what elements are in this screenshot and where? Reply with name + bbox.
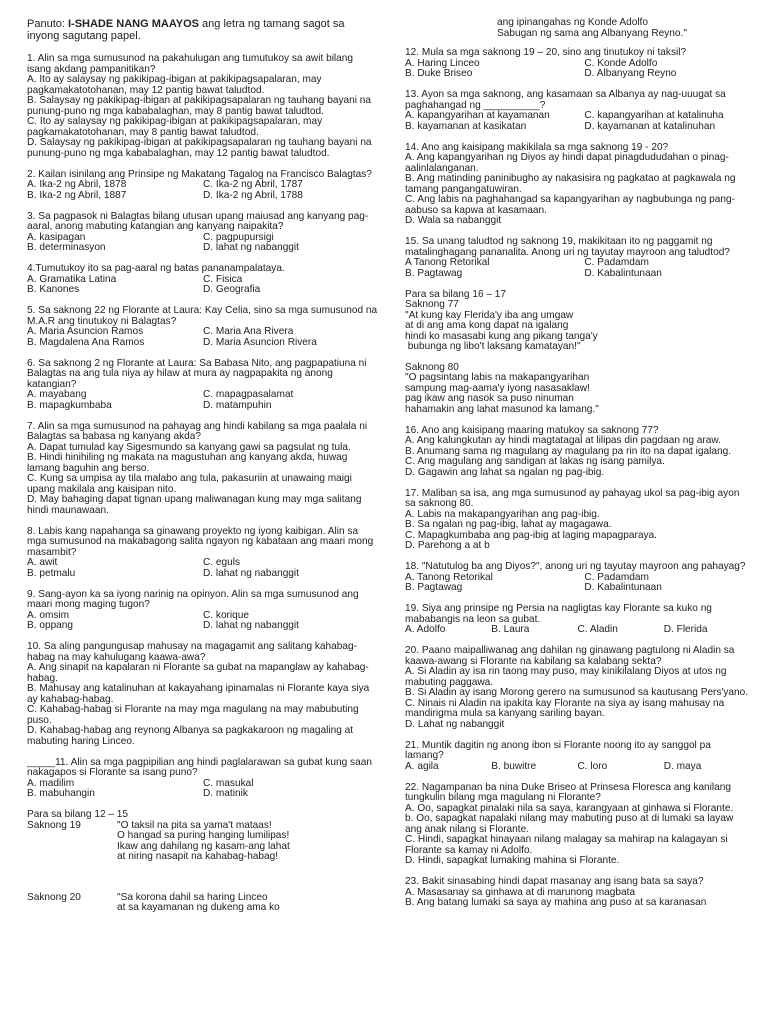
question-stem: 22. Nagampanan ba nina Duke Briseo at Prinsesa Floresca ang kanilang tungkulin bilang mga magulang ni Florante? — [405, 781, 732, 803]
passage-title: Para sa bilang 12 – 15 — [27, 809, 129, 821]
answer-options — [27, 558, 379, 579]
answer-option: D. kayamanan at katalinuhan — [584, 120, 716, 132]
answer-option: C. Fisica — [203, 273, 243, 285]
question-item — [405, 237, 750, 279]
question-item — [27, 758, 379, 800]
answer-option: A. Oo, sapagkat pinalaki nila sa saya, karangyaan at ginhawa si Florante. — [405, 802, 734, 814]
stanza-line: ang ipinangahas ng Konde Adolfo — [497, 17, 648, 28]
stanza-line: Sabugan ng sama ang Albanyang Reyno." — [497, 27, 687, 39]
answer-option: A. Dapat tumulad kay Sigesmundo sa kanyang gawi sa pagsulat ng tula. — [27, 441, 351, 453]
answer-option: D. lahat ng nabanggit — [203, 242, 299, 254]
right-question-list-a — [405, 48, 750, 279]
question-item — [405, 562, 750, 594]
question-stem: 19. Siya ang prinsipe ng Persia na nagligtas kay Florante sa kuko ng mababangis na leon sa gubat. — [405, 603, 712, 625]
answer-option: A. Tanong Retorikal — [405, 571, 493, 583]
answer-option: B. oppang — [27, 620, 74, 632]
question-item — [27, 642, 379, 747]
question-stem: 9. Sang-ayon ka sa iyong narinig na opinyon. Alin sa mga sumusunod ang maari mong maging tugon? — [27, 588, 359, 611]
left-question-list — [27, 54, 379, 800]
answer-option: B. Kanones — [27, 284, 80, 296]
saknong-19-lines — [117, 821, 379, 863]
answer-option: A. kasipagan — [27, 231, 86, 243]
answer-option: D. Flerida — [663, 624, 708, 635]
stanza-line: at niring nasapit na kahabag-habag! — [117, 851, 279, 863]
saknong-19 — [27, 821, 379, 863]
answer-option: A. kapangyarihan at kayamanan — [405, 110, 550, 121]
passage-title: Para sa bilang 16 – 17 — [405, 288, 507, 300]
answer-option: C. loro — [577, 760, 608, 772]
answer-option: A. Adolfo — [405, 624, 446, 635]
answer-option: A. Ito ay salaysay ng pakikipag-ibigan at pakikipagsapalaran, may pagkamakatotohanan, may 12 pantig bawat taludtod. — [27, 74, 322, 96]
question-item — [405, 48, 750, 80]
answer-option: C. korique — [203, 609, 250, 621]
question-item — [27, 170, 379, 202]
answer-option: A. Haring Linceo — [405, 57, 480, 69]
answer-option: D. Gagawin ang lahat sa ngalan ng pag-ibig. — [405, 466, 605, 478]
answer-option: D. Kahabag-habag ang reynong Albanya sa pagkakaroon ng magaling at mabuting haring Linceo. — [27, 725, 354, 747]
question-item — [27, 54, 379, 159]
right-column — [405, 18, 750, 919]
instructions-emphasis: I-SHADE NANG MAAYOS — [67, 18, 199, 30]
answer-option: B. determinasyon — [27, 242, 106, 254]
stanza-line: at sa kayamanan ng dukeng ama ko — [117, 902, 280, 914]
saknong-label: Saknong 80 — [405, 361, 459, 373]
question-stem: 21. Muntik dagitin ng anong ibon si Florante noong ito ay sanggol pa lamang? — [405, 739, 711, 761]
answer-options — [405, 153, 750, 227]
left-column — [27, 18, 379, 924]
question-stem: 3. Sa pagpasok ni Balagtas bilang utusan upang maiusad ang kanyang pag-aaral, anong mabuting katangian ang kanyang naipakita? — [27, 210, 369, 233]
answer-option: A. agila — [405, 760, 439, 772]
stanza-line: pag ikaw ang nasok sa puso ninuman — [405, 393, 574, 404]
question-item — [405, 604, 750, 636]
answer-option: B. Pagtawag — [405, 267, 463, 279]
answer-option: A. awit — [27, 557, 58, 569]
answer-options — [27, 390, 379, 411]
answer-options — [405, 667, 750, 730]
saknong-20 — [27, 893, 379, 914]
answer-option: D. Parehong a at b — [405, 540, 490, 551]
answer-option: C. masukal — [203, 777, 254, 789]
question-stem: 15. Sa unang taludtod ng saknong 19, makikitaan ito ng paggamit ng matalinghagang pananalita. Anong uri ng tayutay mayroon ang taludtod? — [405, 236, 730, 258]
answer-option: C. Ang labis na paghahangad sa kapangyarihan ay nagbubunga ng pang-aabuso sa kapwa at kasamaan. — [405, 194, 735, 216]
answer-option: D. lahat ng nabanggit — [203, 620, 299, 632]
question-item — [27, 306, 379, 348]
saknong-label: Saknong 20 — [27, 891, 81, 903]
question-item — [405, 143, 750, 227]
answer-option: C. Ang magulang ang sandigan at lakas ng isang pamilya. — [405, 456, 665, 467]
question-item — [27, 527, 379, 580]
question-item — [405, 646, 750, 730]
answer-options — [27, 327, 379, 348]
answer-options — [27, 611, 379, 632]
answer-option: D. May bahaging dapat tignan upang maliwanagan kung may mga salitang hindi maunawaan. — [27, 494, 362, 516]
question-item — [405, 877, 750, 909]
answer-options — [27, 779, 379, 800]
stanza-line: "At kung kay Flerida'y iba ang umgaw — [405, 309, 574, 321]
question-item — [27, 359, 379, 412]
question-stem: 8. Labis kang napahanga sa ginawang proyekto ng iyong kaibigan. Alin sa mga sumusunod na makabagong salita ngayon ng kabataan ang maari mong masambit? — [27, 525, 374, 558]
answer-option: D. Kabalintunaan — [584, 582, 662, 593]
answer-option: D. Wala sa nabanggit — [405, 215, 502, 226]
answer-option: B. Laura — [491, 624, 530, 635]
answer-options — [27, 233, 379, 254]
answer-option: C. kapangyarihan at katalinuha — [584, 110, 724, 121]
answer-option: A. Ang sinapit na kapalaran ni Florante sa gubat na mapanglaw ay kahabag-habag. — [27, 662, 369, 684]
question-stem: 20. Paano maipalliwanag ang dahilan ng ginawang pagtulong ni Aladin sa kaawa-awang si Florante na kabilang sa kalabang sekta? — [405, 645, 735, 667]
answer-options — [27, 443, 379, 517]
stanza-line: at di ang ama kong dapat na igalang — [405, 320, 569, 331]
answer-option: A. Ika-2 ng Abril, 1878 — [27, 179, 127, 191]
passage-16-17 — [405, 290, 750, 416]
answer-options — [405, 625, 750, 636]
answer-option: B. petmalu — [27, 567, 76, 579]
saknong-label: Saknong 19 — [27, 819, 81, 831]
answer-option: D. Hindi, sapagkat lumaking mahina si Florante. — [405, 855, 620, 866]
answer-option: C. Ninais ni Aladin na ipakita kay Florante na siya ay isang mahusay na mandirigma mula sa kanyang sariling bayan. — [405, 697, 725, 719]
answer-options — [405, 111, 750, 132]
answer-option: B. Mahusay ang katalinuhan at kakayahang ipinamalas ni Florante kaya siya ay kahabag-habag. — [27, 683, 370, 705]
answer-option: B. Salaysay ng pakikipag-ibigan at pakikipagsapalaran ng tauhang bayani na punung-puno ng mga kababalaghan, may 8 pantig bawat taludtod. — [27, 95, 371, 117]
question-item — [405, 489, 750, 552]
answer-option: C. Aladin — [577, 624, 618, 635]
answer-option: C. Padamdam — [584, 257, 649, 268]
question-stem: 23. Bakit sinasabing hindi dapat masanay ang isang bata sa saya? — [405, 876, 704, 887]
answer-option: A. Labis na makapangyarihan ang pag-ibig. — [405, 508, 600, 520]
question-stem: 18. "Natutulog ba ang Diyos?", anong uri ng tayutay mayroon ang pahayag? — [405, 561, 746, 572]
answer-option: B. Hindi hinihiling ng makata na magustuhan ang kanyang akda, huwag lamang baguhin ang berso. — [27, 452, 348, 474]
answer-options — [405, 510, 750, 552]
answer-option: D. Maria Asuncion Rivera — [203, 336, 317, 348]
instructions — [27, 18, 379, 42]
answer-option: C. Padamdam — [584, 571, 649, 583]
answer-option: B. Ika-2 ng Abril, 1887 — [27, 189, 127, 201]
answer-options — [27, 75, 379, 159]
answer-option: D. matampuhin — [203, 399, 272, 411]
stanza-line: sampung mag-aama'y iyong nasasaklaw! — [405, 382, 590, 394]
answer-option: D. maya — [663, 760, 702, 772]
answer-option: C. eguls — [203, 557, 241, 569]
question-stem: 17. Maliban sa isa, ang mga sumusunod ay pahayag ukol sa pag-ibig ayon sa saknong 80. — [405, 487, 740, 509]
answer-options — [27, 663, 379, 747]
answer-option: D. Salaysay ng pakikipag-ibigan at pakikipagsapalaran ng tauhang bayani na punung-puno ng mga kababalaghan, may 12 pantig bawat taludtod. — [27, 137, 372, 159]
answer-option: A Tanong Retorikal — [405, 257, 490, 268]
question-item — [27, 264, 379, 296]
question-stem: 7. Alin sa mga sumusunod na pahayag ang hindi kabilang sa mga paalala ni Balagtas sa babasa ng kanyang akda? — [27, 420, 368, 443]
answer-options — [405, 888, 750, 909]
question-item — [405, 426, 750, 479]
answer-option: B. Ang matinding paninibugho ay nakasisira ng pagkatao at pagkawala ng tamang pangangatuwiran. — [405, 173, 736, 195]
stanza-line: O hangad sa puring hanging lumilipas! — [117, 830, 290, 842]
answer-option: C. Hindi, sapagkat hinayaan nilang malagay sa mahirap na kalagayan si Florante sa kamay ni Adolfo. — [405, 834, 728, 856]
answer-options — [405, 436, 750, 478]
answer-option: A. Ang kalungkutan ay hindi magtatagal at lilipas din pagdaan ng araw. — [405, 435, 721, 446]
question-item — [405, 90, 750, 132]
stanza-line: "Sa korona dahil sa haring Linceo — [117, 891, 268, 903]
answer-option: B. mabuhangin — [27, 788, 95, 800]
answer-option: A. mayabang — [27, 389, 87, 401]
question-stem: 16. Ano ang kaisipang maaring matukoy sa saknong 77? — [405, 424, 659, 436]
answer-option: D. Lahat ng nabanggit — [405, 718, 505, 730]
stanza-line: hahamakin ang lahat masunod ka lamang." — [405, 403, 599, 415]
answer-option: A. madilim — [27, 777, 75, 789]
answer-option: D. Albanyang Reyno — [584, 68, 677, 79]
question-stem: 6. Sa saknong 2 ng Florante at Laura: Sa Babasa Nito, ang pagpapatiuna ni Balagtas na ang tula niya ay hilaw at mura ay nagpapakita ng anong katangian? — [27, 357, 367, 390]
question-stem: 1. Alin sa mga sumusunod na pakahulugan ang tumutukoy sa awit bilang isang akdang pampanitikan? — [27, 53, 354, 75]
answer-option: B. Duke Briseo — [405, 68, 473, 79]
question-stem: 10. Sa aling pangungusap mahusay na magagamit ang salitang kahabag-habag na may kahulugang kaawa-awa? — [27, 641, 357, 663]
answer-option: C. Ika-2 ng Abril, 1787 — [203, 179, 303, 191]
question-item — [27, 422, 379, 517]
answer-option: B. kayamanan at kasikatan — [405, 120, 527, 132]
answer-option: A. Masasanay sa ginhawa at di marunong magbata — [405, 886, 636, 898]
stanza-line: bubunga ng libo't laksang kamatayan!" — [405, 341, 581, 352]
answer-option: D. lahat ng nabanggit — [203, 567, 299, 579]
answer-option: B. mapagkumbaba — [27, 399, 112, 411]
answer-options — [405, 573, 750, 594]
stanza-line: "O pagsintang labis na makapangyarihan — [405, 372, 590, 383]
answer-options — [27, 275, 379, 296]
answer-option: C. Maria Ana Rivera — [203, 326, 294, 338]
answer-options — [405, 258, 750, 279]
answer-options — [405, 59, 750, 80]
answer-option: A. Ang kapangyarihan ng Diyos ay hindi dapat pinagdududahan o pinag-aalinlalanganan. — [405, 152, 729, 174]
answer-option: C. Mapagkumbaba ang pag-ibig at laging mapagparaya. — [405, 529, 657, 541]
question-stem: 12. Mula sa mga saknong 19 – 20, sino ang tinutukoy ni taksil? — [405, 47, 687, 58]
question-item — [405, 783, 750, 867]
answer-options — [405, 762, 750, 773]
question-stem: 5. Sa saknong 22 ng Florante at Laura: Kay Celia, sino sa mga sumusunod na M.A.R ang tinutukoy ni Balagtas? — [27, 305, 378, 327]
answer-option: B. buwitre — [491, 760, 537, 772]
question-stem: 2. Kailan isinilang ang Prinsipe ng Makatang Tagalog na Francisco Balagtas? — [27, 168, 372, 180]
answer-option: A. Gramatika Latina — [27, 273, 117, 285]
saknong-label: Saknong 77 — [405, 299, 459, 310]
question-stem: 4.Tumutukoy ito sa pag-aaral ng batas pananampalataya. — [27, 263, 285, 275]
answer-option: D. matinik — [203, 788, 248, 800]
answer-option: C. Ito ay salaysay ng pakikipag-ibigan at pakikipagsapalaran, may pagkamakatotohanan, may 8 pantig bawat taludtod. — [27, 116, 323, 138]
answer-option: B. Sa ngalan ng pag-ibig, lahat ay magagawa. — [405, 519, 612, 530]
question-item — [27, 590, 379, 632]
question-item — [405, 741, 750, 773]
answer-option: C. Konde Adolfo — [584, 57, 658, 69]
question-stem: _____11. Alin sa mga pagpipilian ang hindi paglalarawan sa gubat kung saan nakagapos si Florante sa isang puno? — [27, 756, 372, 779]
question-stem: 14. Ano ang kaisipang makikilala sa mga saknong 19 - 20? — [405, 141, 669, 153]
answer-option: D. Ika-2 ng Abril, 1788 — [203, 189, 303, 201]
answer-option: D. Geografia — [203, 284, 261, 296]
stanza-line: Ikaw ang dahilang ng kasam-ang lahat — [117, 840, 290, 852]
answer-option: D. Kabalintunaan — [584, 267, 662, 279]
question-stem: 13. Ayon sa mga saknong, ang kasamaan sa Albanya ay nag-uuugat sa paghahangad ng __________? — [405, 89, 726, 111]
answer-option: B. Si Aladin ay isang Morong gerero na sumusunod sa kautusang Pers'yano. — [405, 687, 749, 698]
answer-option: C. pagpupursigi — [203, 231, 274, 243]
right-question-list-b — [405, 426, 750, 909]
stanza-line: "O taksil na pita sa yama't mataas! — [117, 819, 272, 831]
passage-12-15 — [27, 810, 379, 914]
answer-option: A. omsim — [27, 609, 70, 621]
saknong-20-lines-start — [117, 893, 379, 914]
saknong-20-continued — [405, 18, 750, 39]
answer-options — [405, 804, 750, 867]
answer-option: C. mapagpasalamat — [203, 389, 294, 401]
answer-option: B. Ang batang lumaki sa saya ay mahina ang puso at sa karanasan — [405, 897, 707, 908]
instructions-text: ang letra ng tamang sagot sa inyong sagutang papel. — [27, 18, 345, 43]
question-item — [27, 212, 379, 254]
answer-option: C. Kung sa umpisa ay tila malabo ang tula, pakasuriin at unawaing maigi upang makilala ang kaisipan nito. — [27, 473, 352, 495]
stanza-line: hindi ko masasabi kung ang pikang tanga'y — [405, 330, 598, 342]
answer-option: C. Kahabag-habag si Florante na may mga magulang na may mabubuting puso. — [27, 704, 359, 726]
answer-option: b. Oo, sapagkat napalaki nilang may mabuting puso at di lumaki sa layaw ang anak nilang si Florante. — [405, 813, 734, 835]
answer-option: B. Magdalena Ana Ramos — [27, 336, 145, 348]
instructions-label: Panuto: — [27, 18, 68, 30]
answer-option: A. Si Aladin ay isa rin taong may puso, may kinikilalang Diyos at utos ng mabuting paggawa. — [405, 666, 727, 688]
answer-option: B. Pagtawag — [405, 582, 463, 593]
answer-option: A. Maria Asuncion Ramos — [27, 326, 144, 338]
answer-options — [27, 180, 379, 201]
answer-option: B. Anumang sama ng magulang ay magulang pa rin ito na dapat igalang. — [405, 445, 732, 457]
